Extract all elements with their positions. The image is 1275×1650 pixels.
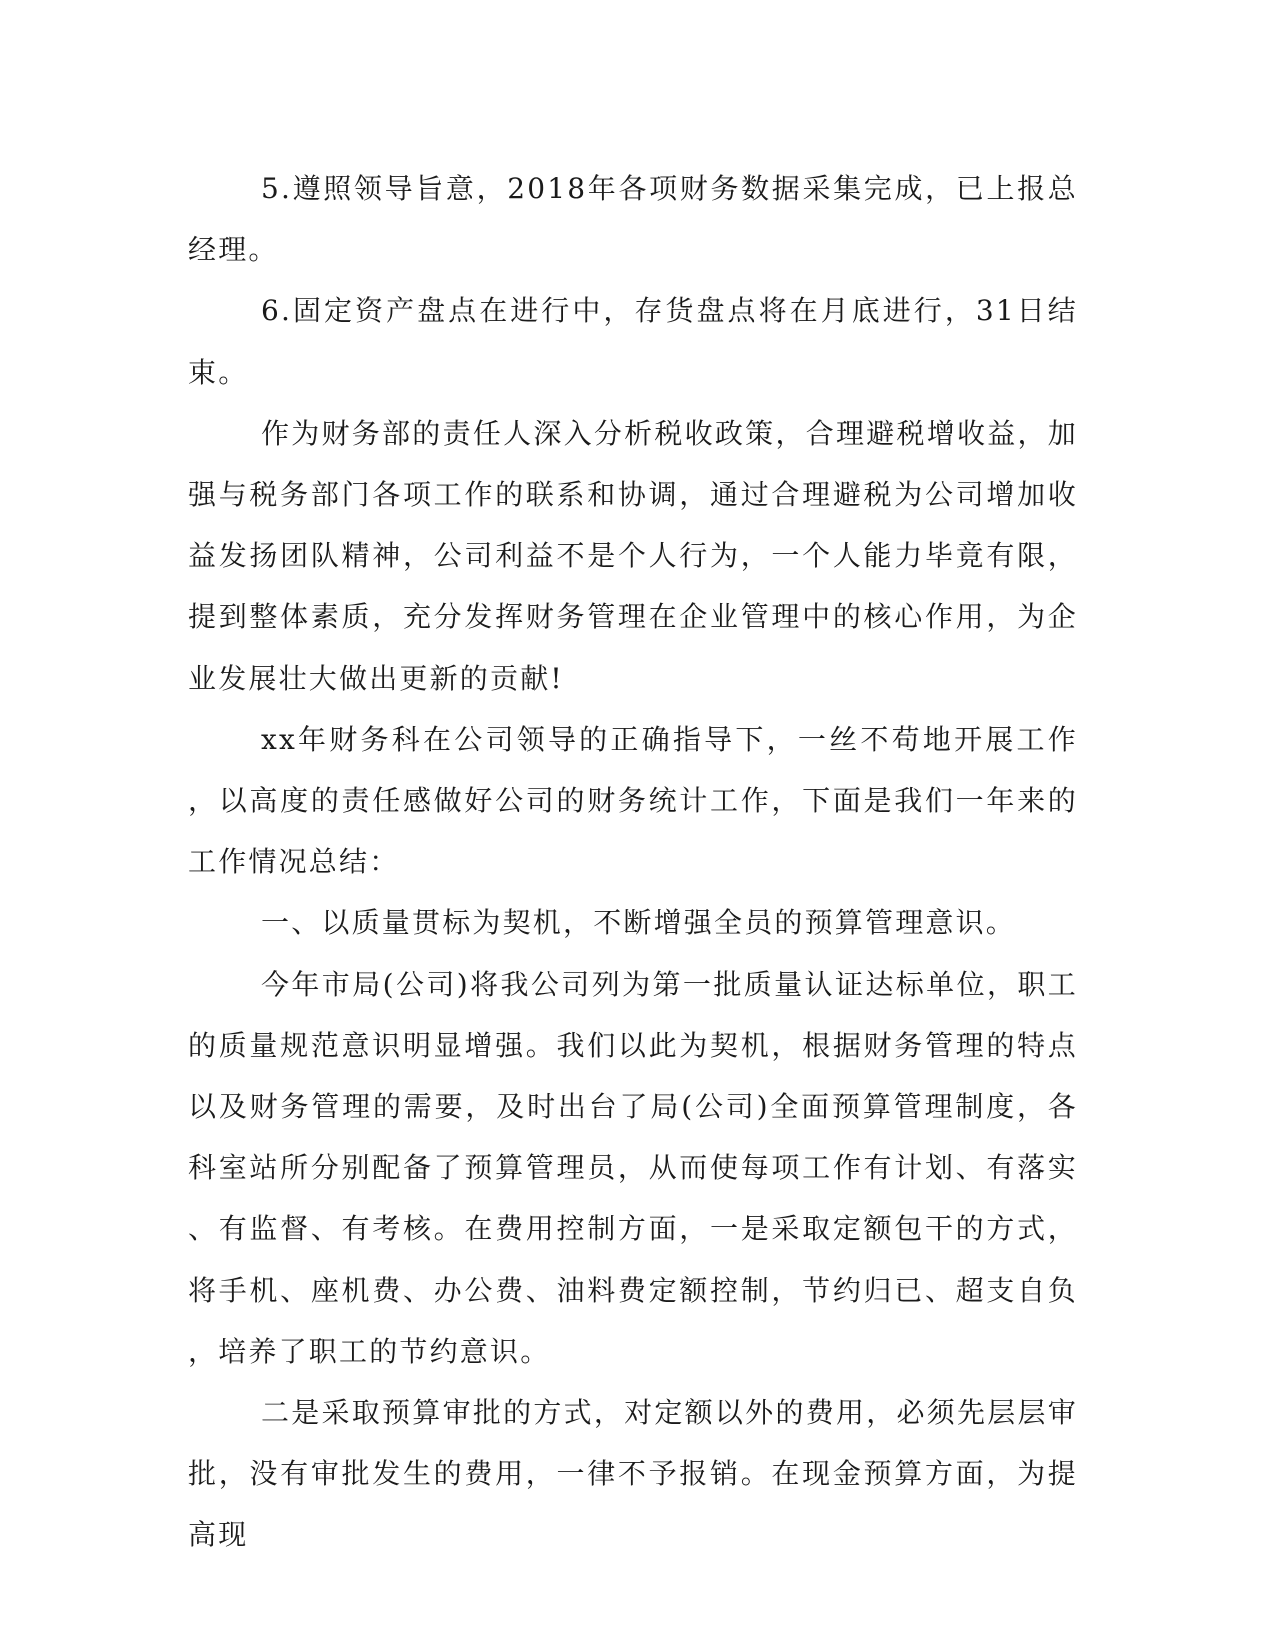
paragraph-item-5-data-reported: 5.遵照领导旨意，2018年各项财务数据采集完成，已上报总经理。 [188, 172, 1078, 267]
paragraph-budget-approval: 二是采取预算审批的方式，对定额以外的费用，必须先层层审批，没有审批发生的费用，一律不予报销。在现金预算方面，为提高现 [188, 1396, 1078, 1552]
paragraph-item-6-inventory: 6.固定资产盘点在进行中，存货盘点将在月底进行，31日结束。 [188, 294, 1078, 389]
paragraph-annual-summary-intro: xx年财务科在公司领导的正确指导下，一丝不苟地开展工作，以高度的责任感做好公司的财务统计工作，下面是我们一年来的工作情况总结： [188, 722, 1078, 879]
document-body [188, 158, 1078, 1566]
paragraph-tax-policy: 作为财务部的责任人深入分析税收政策，合理避税增收益，加强与税务部门各项工作的联系和协调，通过合理避税为公司增加收益发扬团队精神，公司利益不是个人行为，一个人能力毕竟有限，提到整体素质，充分发挥财务管理在企业管理中的核心作用，为企业发展壮大做出更新的贡献! [188, 416, 1078, 695]
paragraph-budget-management: 今年市局(公司)将我公司列为第一批质量认证达标单位，职工的质量规范意识明显增强。我们以此为契机，根据财务管理的特点以及财务管理的需要，及时出台了局(公司)全面预算管理制度，各科室站所分别配备了预算管理员，从而使每项工作有计划、有落实、有监督、有考核。在费用控制方面，一是采取定额包干的方式，将手机、座机费、办公费、油料费定额控制，节约归已、超支自负，培养了职工的节约意识。 [188, 967, 1078, 1368]
section-heading-1: 一、以质量贯标为契机，不断增强全员的预算管理意识。 [261, 906, 1017, 940]
